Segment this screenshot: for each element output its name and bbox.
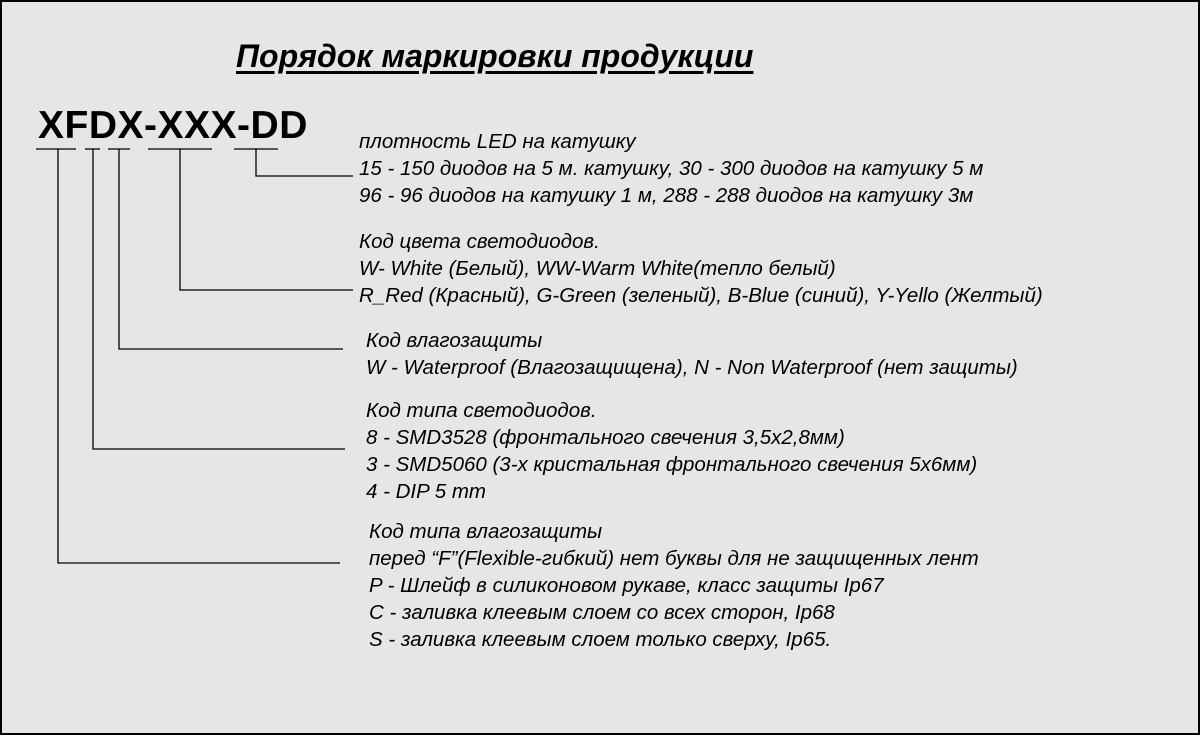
block-line: W- White (Белый), WW-Warm White(тепло белый) xyxy=(359,257,836,280)
leader-line-color-code xyxy=(180,149,353,290)
block-waterproof-type xyxy=(369,518,979,653)
block-line: P - Шлейф в силиконовом рукаве, класс защиты Ip67 xyxy=(369,574,884,597)
block-line: 3 - SMD5060 (3-х кристальная фронтального свечения 5х6мм) xyxy=(366,453,978,476)
block-line: 15 - 150 диодов на 5 м. катушку, 30 - 300 диодов на катушку 5 м xyxy=(359,157,984,180)
block-line: W - Waterproof (Влагозащищена), N - Non Waterproof (нет защиты) xyxy=(366,356,1018,379)
block-color-code xyxy=(359,228,1043,309)
block-waterproof-code xyxy=(366,327,1018,381)
block-led-density xyxy=(359,128,983,209)
block-led-type xyxy=(366,397,977,505)
block-line: перед “F”(Flexible-гибкий) нет буквы для не защищенных лент xyxy=(369,547,979,570)
leader-line-waterproof-code xyxy=(119,149,343,349)
block-heading: плотность LED на катушку xyxy=(359,130,636,153)
leader-line-waterproof-type xyxy=(58,149,340,563)
block-line: R_Red (Красный), G-Green (зеленый), B-Blue (синий), Y-Yello (Желтый) xyxy=(359,284,1043,307)
block-heading: Код цвета светодиодов. xyxy=(359,230,600,253)
block-heading: Код влагозащиты xyxy=(366,329,543,352)
diagram-title: Порядок маркировки продукции xyxy=(236,38,754,74)
block-heading: Код типа светодиодов. xyxy=(366,399,597,422)
leader-line-led-density xyxy=(256,149,353,176)
block-line: 96 - 96 диодов на катушку 1 м, 288 - 288 диодов на катушку 3м xyxy=(359,184,974,207)
product-code: XFDX-XXX-DD xyxy=(38,104,308,147)
block-line: 8 - SMD3528 (фронтального свечения 3,5х2,8мм) xyxy=(366,426,845,449)
leader-line-led-type xyxy=(93,149,345,449)
block-line: S - заливка клеевым слоем только сверху, Ip65. xyxy=(369,628,832,651)
block-heading: Код типа влагозащиты xyxy=(369,520,603,543)
block-line: 4 - DIP 5 mm xyxy=(366,480,486,503)
block-line: C - заливка клеевым слоем со всех сторон, Ip68 xyxy=(369,601,835,624)
